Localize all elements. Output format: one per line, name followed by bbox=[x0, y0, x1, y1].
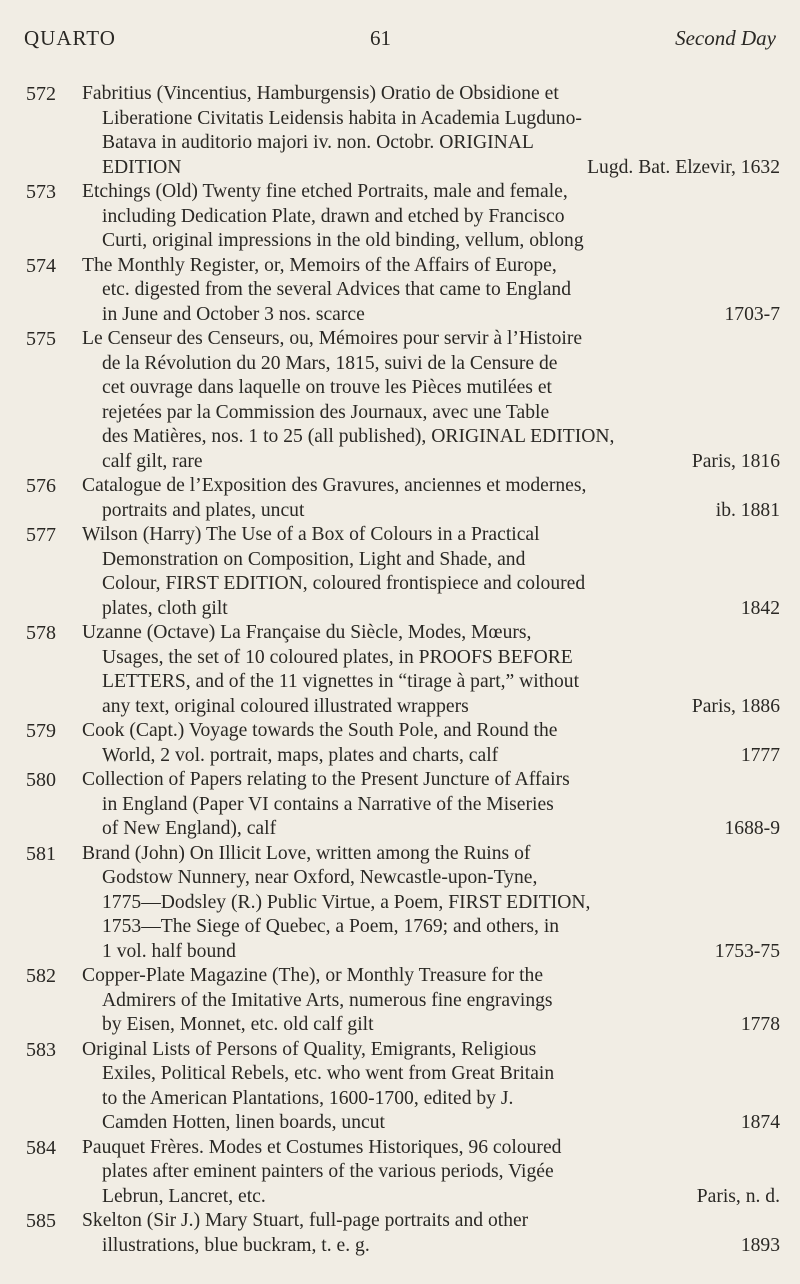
lot-line: Usages, the set of 10 coloured plates, in PROOFS BEFORE bbox=[102, 646, 573, 668]
lot-date: 1703-7 bbox=[724, 303, 780, 325]
lot-line: Collection of Papers relating to the Present Juncture of Affairs bbox=[82, 769, 570, 790]
catalogue-lot bbox=[26, 474, 780, 523]
lot-final-line bbox=[82, 744, 780, 769]
lot-tail-text: 1 vol. half bound bbox=[102, 940, 236, 962]
lot-line: Skelton (Sir J.) Mary Stuart, full-page portraits and other bbox=[82, 1210, 529, 1231]
lot-tail-text: by Eisen, Monnet, etc. old calf gilt bbox=[102, 1014, 374, 1035]
lot-final-line bbox=[82, 695, 780, 720]
lot-final-line bbox=[82, 156, 780, 181]
lot-line: Exiles, Political Rebels, etc. who went from Great Britain bbox=[102, 1063, 555, 1084]
lot-line: in England (Paper VI contains a Narrative of the Miseries bbox=[102, 793, 554, 815]
lot-final-line bbox=[82, 1234, 780, 1259]
lot-line: including Dedication Plate, drawn and etched by Francisco bbox=[102, 205, 565, 227]
lot-description bbox=[82, 82, 780, 180]
lot-line: de la Révolution du 20 Mars, 1815, suivi de la Censure de bbox=[102, 352, 558, 374]
lot-description bbox=[82, 1209, 780, 1258]
lot-line: Uzanne (Octave) La Française du Siècle, Modes, Mœurs, bbox=[82, 622, 532, 643]
catalogue-lot bbox=[26, 719, 780, 768]
catalogue-lot bbox=[26, 327, 780, 474]
lot-number: 581 bbox=[26, 842, 56, 865]
catalogue-lot bbox=[26, 523, 780, 621]
lot-date: 1842 bbox=[740, 597, 780, 619]
lot-line: 1775—Dodsley (R.) Public Virtue, a Poem, FIRST EDITION, bbox=[102, 891, 591, 913]
lot-line: Original Lists of Persons of Quality, Emigrants, Religious bbox=[82, 1038, 537, 1060]
lot-number: 584 bbox=[26, 1136, 56, 1159]
lot-number: 579 bbox=[26, 720, 56, 742]
lot-description bbox=[82, 621, 780, 719]
lot-description bbox=[82, 1136, 780, 1210]
catalogue-lot bbox=[26, 1209, 780, 1258]
page-header bbox=[24, 26, 776, 56]
lot-line: Wilson (Harry) The Use of a Box of Colours in a Practical bbox=[82, 524, 540, 545]
lot-final-line bbox=[82, 450, 780, 475]
lot-number: 576 bbox=[26, 475, 56, 497]
lot-number: 573 bbox=[26, 181, 56, 203]
lot-tail-text: World, 2 vol. portrait, maps, plates and charts, calf bbox=[102, 744, 499, 766]
lot-final-line bbox=[82, 229, 780, 254]
lot-description bbox=[82, 180, 780, 254]
lot-line: Brand (John) On Illicit Love, written among the Ruins of bbox=[82, 842, 531, 864]
lot-tail-text: in June and October 3 nos. scarce bbox=[102, 303, 365, 325]
lot-date: 1893 bbox=[740, 1234, 780, 1256]
lot-tail-text: of New England), calf bbox=[102, 818, 277, 839]
lot-final-line bbox=[82, 1185, 780, 1210]
lot-description bbox=[82, 1038, 780, 1136]
lot-number: 577 bbox=[26, 524, 56, 546]
lot-tail-text: Curti, original impressions in the old binding, vellum, oblong bbox=[102, 230, 584, 251]
lot-description bbox=[82, 719, 780, 768]
lot-number: 582 bbox=[26, 965, 56, 987]
lot-line: cet ouvrage dans laquelle on trouve les Pièces mutilées et bbox=[102, 377, 552, 398]
lot-number: 574 bbox=[26, 254, 56, 277]
catalogue-lot bbox=[26, 82, 780, 180]
lot-tail-text: plates, cloth gilt bbox=[102, 597, 228, 619]
lot-line: des Matières, nos. 1 to 25 (all published), ORIGINAL EDITION, bbox=[102, 426, 615, 447]
lot-line: Fabritius (Vincentius, Hamburgensis) Oratio de Obsidione et bbox=[82, 83, 559, 104]
lot-final-line bbox=[82, 1013, 780, 1038]
lot-description bbox=[82, 254, 780, 328]
lot-number: 575 bbox=[26, 328, 56, 350]
lot-number: 580 bbox=[26, 769, 56, 791]
lot-number: 578 bbox=[26, 622, 56, 644]
lot-description bbox=[82, 474, 780, 523]
catalogue-lot bbox=[26, 1038, 780, 1136]
catalogue-lot bbox=[26, 964, 780, 1038]
day-label: Second Day bbox=[675, 26, 776, 50]
lot-description bbox=[82, 523, 780, 621]
lot-line: Pauquet Frères. Modes et Costumes Historiques, 96 coloured bbox=[82, 1136, 562, 1158]
lot-tail-text: Lebrun, Lancret, etc. bbox=[102, 1185, 266, 1207]
lot-line: rejetées par la Commission des Journaux, avec une Table bbox=[102, 401, 550, 423]
catalogue-lot bbox=[26, 254, 780, 328]
lot-tail-text: Camden Hotten, linen boards, uncut bbox=[102, 1112, 385, 1133]
lot-date: Lugd. Bat. Elzevir, 1632 bbox=[587, 156, 780, 178]
lot-date: ib. 1881 bbox=[715, 499, 780, 521]
lot-final-line bbox=[82, 1111, 780, 1136]
lot-line: Le Censeur des Censeurs, ou, Mémoires pour servir à l’Histoire bbox=[82, 328, 583, 349]
lot-tail-text: EDITION bbox=[102, 156, 182, 178]
lot-final-line bbox=[82, 499, 780, 524]
lot-date: Paris, n. d. bbox=[696, 1185, 780, 1207]
lot-line: Colour, FIRST EDITION, coloured frontispiece and coloured bbox=[102, 573, 586, 594]
page-number: 61 bbox=[370, 26, 391, 50]
lot-date: 1778 bbox=[740, 1014, 780, 1035]
catalogue-lot bbox=[26, 180, 780, 254]
lot-tail-text: portraits and plates, uncut bbox=[102, 499, 305, 521]
lot-description bbox=[82, 768, 780, 842]
catalogue-lot bbox=[26, 621, 780, 719]
lot-line: Liberatione Civitatis Leidensis habita in Academia Lugduno- bbox=[102, 107, 582, 129]
lot-date: Paris, 1816 bbox=[691, 450, 780, 472]
lot-line: LETTERS, and of the 11 vignettes in “tirage à part,” without bbox=[102, 671, 580, 692]
lot-date: 1777 bbox=[740, 744, 780, 766]
lot-date: 1753-75 bbox=[714, 940, 780, 962]
lot-line: Batava in auditorio majori iv. non. Octobr. ORIGINAL bbox=[102, 132, 534, 153]
lot-line: to the American Plantations, 1600-1700, edited by J. bbox=[102, 1087, 514, 1109]
lot-description bbox=[82, 964, 780, 1038]
lot-line: Admirers of the Imitative Arts, numerous fine engravings bbox=[102, 989, 553, 1011]
lot-number: 585 bbox=[26, 1210, 56, 1232]
lot-list bbox=[26, 82, 780, 1258]
lot-line: plates after eminent painters of the various periods, Vigée bbox=[102, 1161, 554, 1182]
catalogue-lot bbox=[26, 1136, 780, 1210]
lot-line: Copper-Plate Magazine (The), or Monthly Treasure for the bbox=[82, 965, 544, 986]
lot-line: Godstow Nunnery, near Oxford, Newcastle-upon-Tyne, bbox=[102, 867, 538, 888]
lot-final-line bbox=[82, 303, 780, 328]
lot-final-line bbox=[82, 597, 780, 622]
lot-line: The Monthly Register, or, Memoirs of the Affairs of Europe, bbox=[82, 254, 557, 276]
lot-line: etc. digested from the several Advices that came to England bbox=[102, 279, 571, 300]
lot-final-line bbox=[82, 817, 780, 842]
lot-description bbox=[82, 327, 780, 474]
section-title: QUARTO bbox=[24, 26, 116, 50]
lot-line: Catalogue de l’Exposition des Gravures, anciennes et modernes, bbox=[82, 475, 587, 496]
lot-tail-text: any text, original coloured illustrated wrappers bbox=[102, 695, 469, 717]
lot-date: 1688-9 bbox=[724, 818, 780, 839]
lot-date: Paris, 1886 bbox=[691, 695, 780, 717]
lot-line: 1753—The Siege of Quebec, a Poem, 1769; and others, in bbox=[102, 916, 560, 937]
lot-tail-text: illustrations, blue buckram, t. e. g. bbox=[102, 1234, 370, 1256]
lot-tail-text: calf gilt, rare bbox=[102, 450, 203, 472]
catalogue-lot bbox=[26, 842, 780, 965]
lot-line: Cook (Capt.) Voyage towards the South Pole, and Round the bbox=[82, 720, 558, 741]
lot-number: 572 bbox=[26, 83, 56, 105]
lot-final-line bbox=[82, 940, 780, 965]
lot-line: Demonstration on Composition, Light and Shade, and bbox=[102, 548, 526, 570]
catalogue-lot bbox=[26, 768, 780, 842]
lot-date: 1874 bbox=[740, 1112, 780, 1133]
lot-line: Etchings (Old) Twenty fine etched Portraits, male and female, bbox=[82, 181, 568, 202]
lot-number: 583 bbox=[26, 1038, 56, 1061]
lot-description bbox=[82, 842, 780, 965]
